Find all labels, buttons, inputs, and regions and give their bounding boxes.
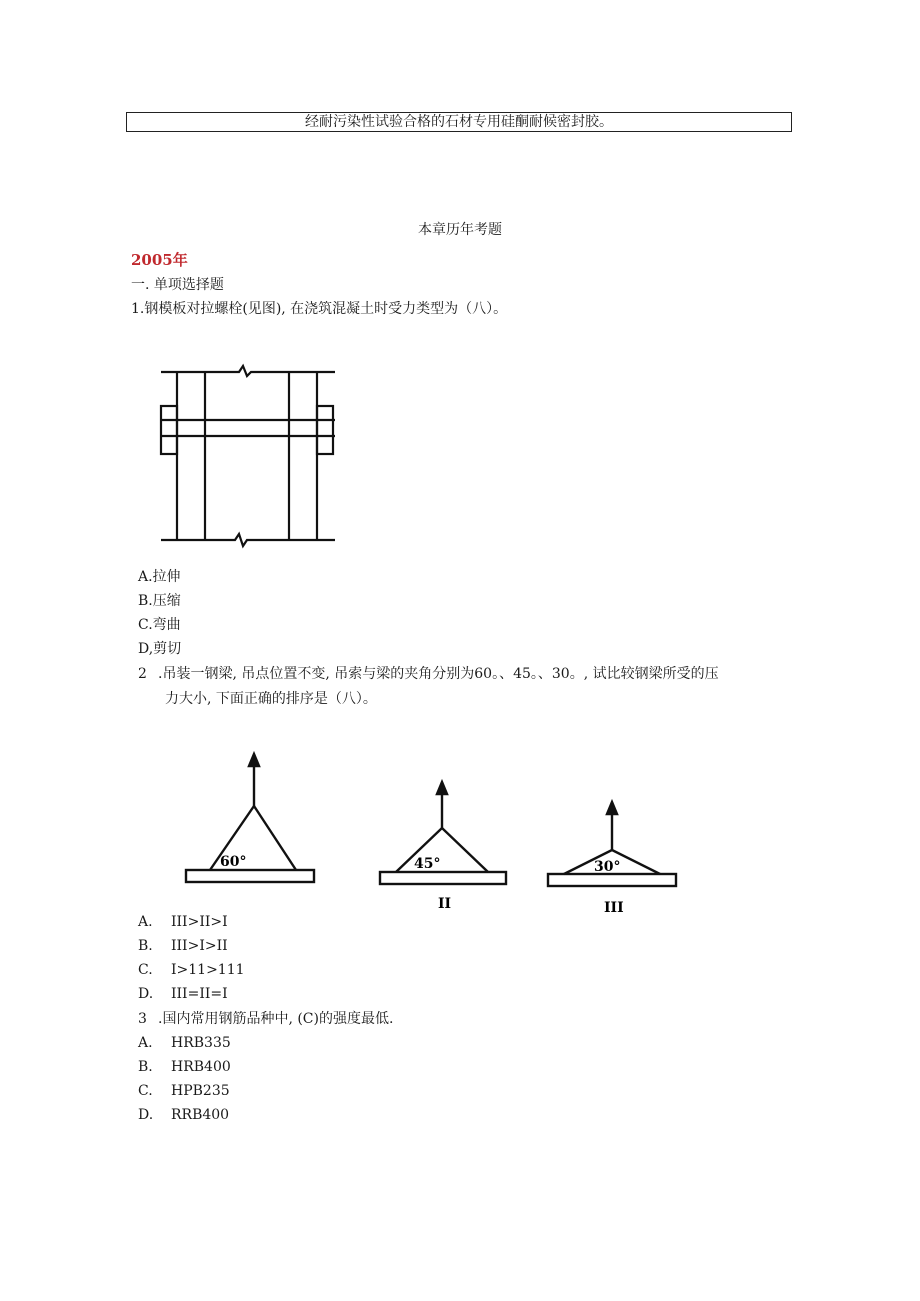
q1-option-b: B.压缩 <box>138 593 181 609</box>
q1-option-a: A.拉伸 <box>138 569 181 585</box>
section-heading: 一. 单项选择题 <box>131 277 224 293</box>
q2-figure-label-2: II <box>438 896 452 912</box>
q2-number: 2 <box>138 666 147 682</box>
q3-stem: .国内常用钢筋品种中, (C)的强度最低. <box>158 1011 394 1027</box>
q2-angle-label-2: 45° <box>414 856 441 872</box>
q3-option-d: D. RRB400 <box>138 1107 230 1123</box>
q1-option-c: C.弯曲 <box>138 617 181 633</box>
q2-angle-label-1: 60° <box>220 854 247 870</box>
q2-option-b: B. III>I>II <box>138 938 228 954</box>
q3-option-b: B. HRB400 <box>138 1059 231 1075</box>
q3-option-c: C. HPB235 <box>138 1083 230 1099</box>
q2-stem-line1: .吊装一钢梁, 吊点位置不变, 吊索与梁的夹角分别为60。、45。、30。, 试比较钢梁所受的压 <box>158 666 719 682</box>
q3-number: 3 <box>138 1011 147 1027</box>
q3-option-a: A. HRB335 <box>138 1035 231 1051</box>
q2-lifting-figure <box>180 750 690 920</box>
q2-option-c: C. I>11>111 <box>138 962 245 978</box>
q2-option-d: D. III=II=I <box>138 986 228 1002</box>
q2-figure-label-3: III <box>604 900 624 916</box>
year-heading: 2005年 <box>131 251 188 269</box>
q2-option-a: A. III>II>I <box>138 914 228 930</box>
q2-angle-label-3: 30° <box>594 859 621 875</box>
q1-stem: 1.钢模板对拉螺栓(见图), 在浇筑混凝土时受力类型为（八）。 <box>131 301 508 317</box>
q2-stem-line2: 力大小, 下面正确的排序是（八）。 <box>165 691 377 707</box>
q1-bolt-figure <box>155 360 340 550</box>
chapter-title: 本章历年考题 <box>418 222 502 238</box>
q1-option-d: D,剪切 <box>138 641 182 657</box>
boxed-note: 经耐污染性试验合格的石材专用硅酮耐候密封胶。 <box>126 112 792 132</box>
